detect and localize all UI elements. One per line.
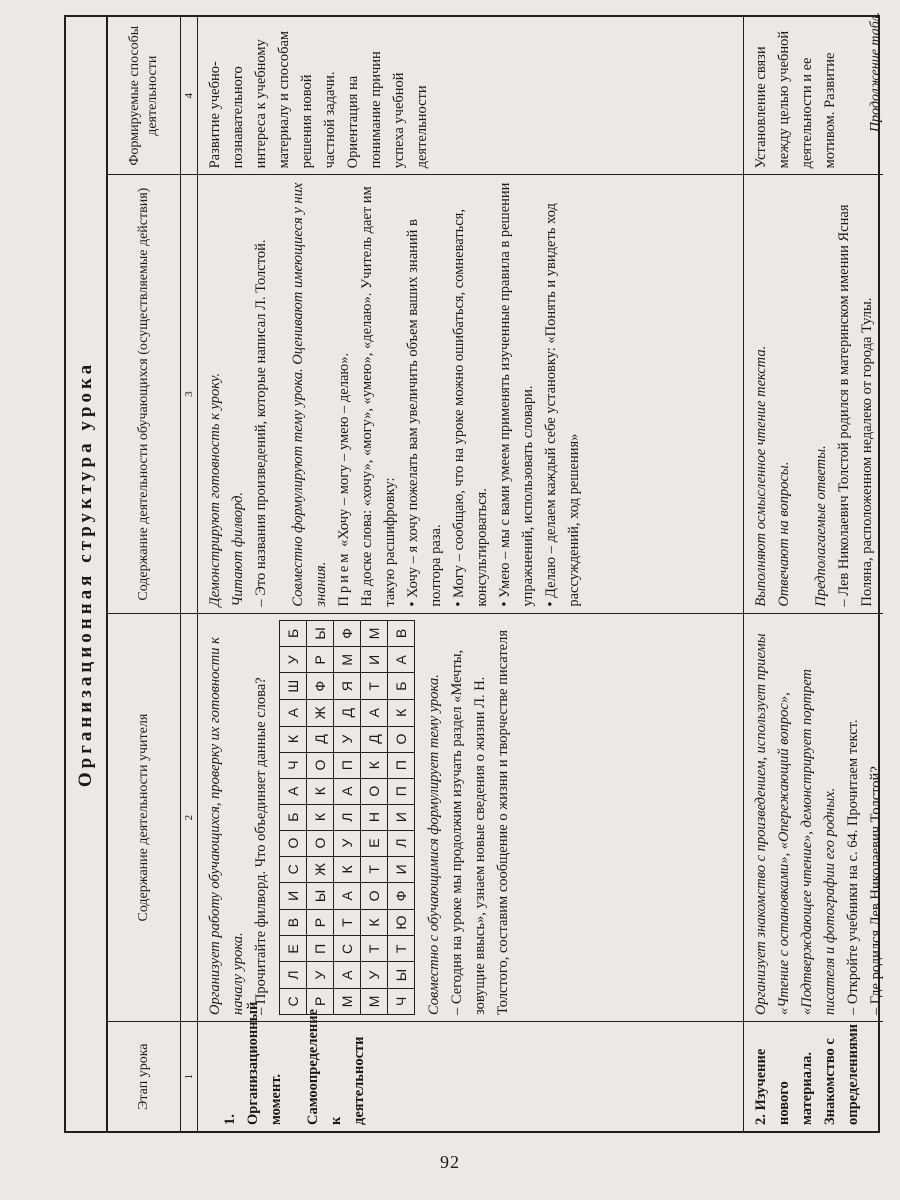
filword-row: [361, 620, 388, 1014]
student-text: • Могу – сообщаю, что на уроке можно ошибаться, сомневаться, консультироваться.: [451, 209, 490, 607]
filword-letter: К: [334, 856, 361, 883]
filword-letter: В: [280, 909, 307, 936]
filword-letter: О: [307, 752, 334, 778]
column-number: 3: [181, 174, 197, 612]
filword-letter: Ф: [334, 620, 361, 647]
skills-text: Развитие учебно-познавательного интереса к учебному материалу и способам решения новой частной задачи.: [207, 30, 338, 169]
column-number: 4: [183, 92, 195, 99]
filword-letter: А: [280, 699, 307, 726]
filword-letter: А: [280, 778, 307, 804]
filword-letter: Л: [334, 804, 361, 830]
filword-letter: О: [307, 830, 334, 856]
filword-letter: А: [334, 962, 361, 988]
teacher-text: – Сегодня на уроке мы продолжим изучать раздел «Мечты, зовущие ввысь», узнаем новые сведения о жизни Л. Н. Толстого, составим сообщение о жизни и творчестве писателя: [449, 629, 511, 1015]
filword-letter: Ю: [388, 909, 415, 936]
student-text: Выполняют осмысленное чтение текста.: [753, 345, 769, 607]
filword-letter: Ч: [280, 752, 307, 778]
filword-letter: У: [280, 647, 307, 673]
header-stage: Этап урока: [108, 1021, 180, 1131]
filword-letter: А: [388, 647, 415, 673]
filword-letter: Б: [388, 673, 415, 700]
filword-row: [280, 620, 307, 1014]
filword-letter: П: [388, 752, 415, 778]
filword-letter: К: [307, 804, 334, 830]
column-number: 1: [181, 1021, 197, 1131]
filword-letter: Д: [334, 699, 361, 726]
filword-letter: А: [334, 883, 361, 909]
filword-letter: У: [334, 830, 361, 856]
header-row: [108, 17, 181, 1131]
filword-letter: Н: [361, 804, 388, 830]
column-number-row: [181, 17, 198, 1131]
teacher-cell: [198, 613, 743, 1021]
filword-letter: П: [307, 936, 334, 962]
teacher-text: – Прочитайте филворд. Что объединяет данные слова?: [253, 677, 269, 1015]
filword-letter: Л: [280, 962, 307, 988]
filword-letter: М: [334, 988, 361, 1014]
filword-letter: Ы: [388, 962, 415, 988]
student-text: Отвечают на вопросы.: [776, 461, 792, 607]
filword-letter: С: [334, 936, 361, 962]
column-number: 2: [181, 613, 197, 1022]
filword-letter: Ж: [307, 856, 334, 883]
filword-letter: К: [280, 726, 307, 752]
filword-letter: Б: [280, 804, 307, 830]
student-text: – Лев Николаевич Толстой родился в материнском имении Ясная Поляна, расположенном недалеко от города Тулы.: [836, 204, 875, 607]
student-text: Читают филворд.: [230, 491, 246, 607]
filword-letter: Т: [388, 936, 415, 962]
filword-letter: Я: [334, 673, 361, 700]
student-text: На доске слова: «хочу», «могу», «умею», «делаю». Учитель дает им такую расшифровку:: [359, 186, 398, 607]
filword-letter: К: [361, 752, 388, 778]
filword-letter: Т: [361, 673, 388, 700]
student-text: Демонстрируют готовность к уроку.: [207, 372, 223, 607]
filword-letter: С: [280, 988, 307, 1014]
continuation-note: Продолжение табл.: [868, 12, 883, 133]
filword-letter: О: [361, 883, 388, 909]
filword-letter: Е: [361, 830, 388, 856]
student-text: [333, 181, 356, 606]
stage-title: 1. Организационный момент.: [221, 1001, 284, 1125]
filword-letter: Ф: [307, 673, 334, 700]
filword-letter: Ч: [388, 988, 415, 1014]
filword-letter: С: [280, 856, 307, 883]
filword-letter: Т: [334, 909, 361, 936]
filword-letter: А: [334, 778, 361, 804]
student-text: • Хочу – я хочу пожелать вам увеличить объем ваших знаний в полтора раза.: [405, 219, 444, 607]
skills-cell: Установление связи между целью учебной деятельности и ее мотивом. Развитие: [753, 30, 838, 169]
filword-row: [388, 620, 415, 1014]
filword-letter: Р: [307, 988, 334, 1014]
filword-letter: М: [334, 647, 361, 673]
filword-letter: Д: [307, 726, 334, 752]
filword-letter: К: [388, 699, 415, 726]
filword-letter: М: [361, 988, 388, 1014]
filword-letter: Ф: [388, 883, 415, 909]
filword-letter: Л: [388, 830, 415, 856]
student-text: • Умею – мы с вами умеем применять изученные правила в решении упражнений, использовать словари.: [497, 182, 536, 607]
filword-letter: Д: [361, 726, 388, 752]
filword-letter: О: [280, 830, 307, 856]
student-text: • Делаю – делаем каждый себе установку: «Понять и увидеть ход рассуждений, ход решения»: [543, 203, 582, 607]
filword-letter: И: [361, 647, 388, 673]
filword-letter: П: [388, 778, 415, 804]
filword-letter: Ы: [307, 883, 334, 909]
technique-name: «Хочу – могу – умею – делаю».: [336, 352, 352, 547]
filword-grid: [279, 620, 415, 1015]
filword-letter: И: [388, 856, 415, 883]
filword-letter: О: [361, 778, 388, 804]
teacher-cell: [744, 613, 883, 1021]
header-skills: Формируемые способы деятельности: [127, 25, 160, 166]
skills-text: Ориентация на понимание причин успеха учебной деятельности: [345, 51, 430, 169]
filword-letter: Т: [361, 856, 388, 883]
filword-row: [334, 620, 361, 1014]
student-text: – Это названия произведений, которые написал Л. Толстой.: [253, 239, 269, 607]
table-row: [198, 17, 744, 1131]
filword-letter: Б: [280, 620, 307, 647]
table-title: Организационная структура урока: [66, 17, 108, 1131]
teacher-text: Организует знакомство с произведением, использует приемы «Чтение с остановками», «Опережающий вопрос», «Подтверждающее чтение», демонстрирует портрет писателя и фотографии его родных.: [753, 633, 838, 1015]
students-cell: [744, 174, 883, 612]
technique-label: Прием: [336, 550, 352, 607]
student-text: Предполагаемые ответы.: [813, 445, 829, 607]
filword-letter: Р: [307, 909, 334, 936]
filword-letter: Ы: [307, 620, 334, 647]
lesson-structure-table: [64, 15, 884, 1133]
header-students: Содержание деятельности обучающихся (осуществляемые действия): [108, 174, 180, 612]
filword-letter: И: [388, 804, 415, 830]
filword-letter: К: [361, 909, 388, 936]
filword-letter: У: [361, 962, 388, 988]
filword-letter: К: [307, 778, 334, 804]
filword-letter: Т: [361, 936, 388, 962]
student-text: Совместно формулируют тему урока. Оценивают имеющиеся у них знания.: [290, 182, 329, 607]
teacher-text: Организует работу обучающихся, проверку их готовности к началу урока.: [207, 637, 246, 1015]
stage-subtitle: Самоопределение к деятельности: [305, 1008, 367, 1125]
filword-letter: В: [388, 620, 415, 647]
header-teacher: Содержание деятельности учителя: [108, 613, 180, 1022]
filword-letter: П: [334, 752, 361, 778]
filword-row: [307, 620, 334, 1014]
filword-letter: И: [280, 883, 307, 909]
teacher-text: – Где родился Лев Николаевич Толстой?: [868, 766, 884, 1015]
students-cell: [198, 174, 743, 612]
skills-cell: [198, 17, 743, 174]
stage-cell: 2. Изучение нового материала. Знакомство с определениями: [744, 1021, 883, 1131]
lesson-table-rotated: [64, 15, 884, 1133]
filword-letter: М: [361, 620, 388, 647]
stage-cell: [198, 1001, 743, 1131]
filword-letter: У: [307, 962, 334, 988]
filword-letter: О: [388, 726, 415, 752]
filword-letter: А: [361, 699, 388, 726]
page-number: 92: [440, 1152, 460, 1172]
filword-letter: Ж: [307, 699, 334, 726]
teacher-text: Совместно с обучающимися формулирует тему урока.: [426, 674, 442, 1015]
teacher-text: – Откройте учебники на с. 64. Прочитаем текст.: [845, 719, 861, 1015]
filword-letter: Ш: [280, 673, 307, 700]
filword-letter: У: [334, 726, 361, 752]
table-row: [744, 17, 883, 1131]
filword-letter: Е: [280, 936, 307, 962]
filword-letter: Р: [307, 647, 334, 673]
